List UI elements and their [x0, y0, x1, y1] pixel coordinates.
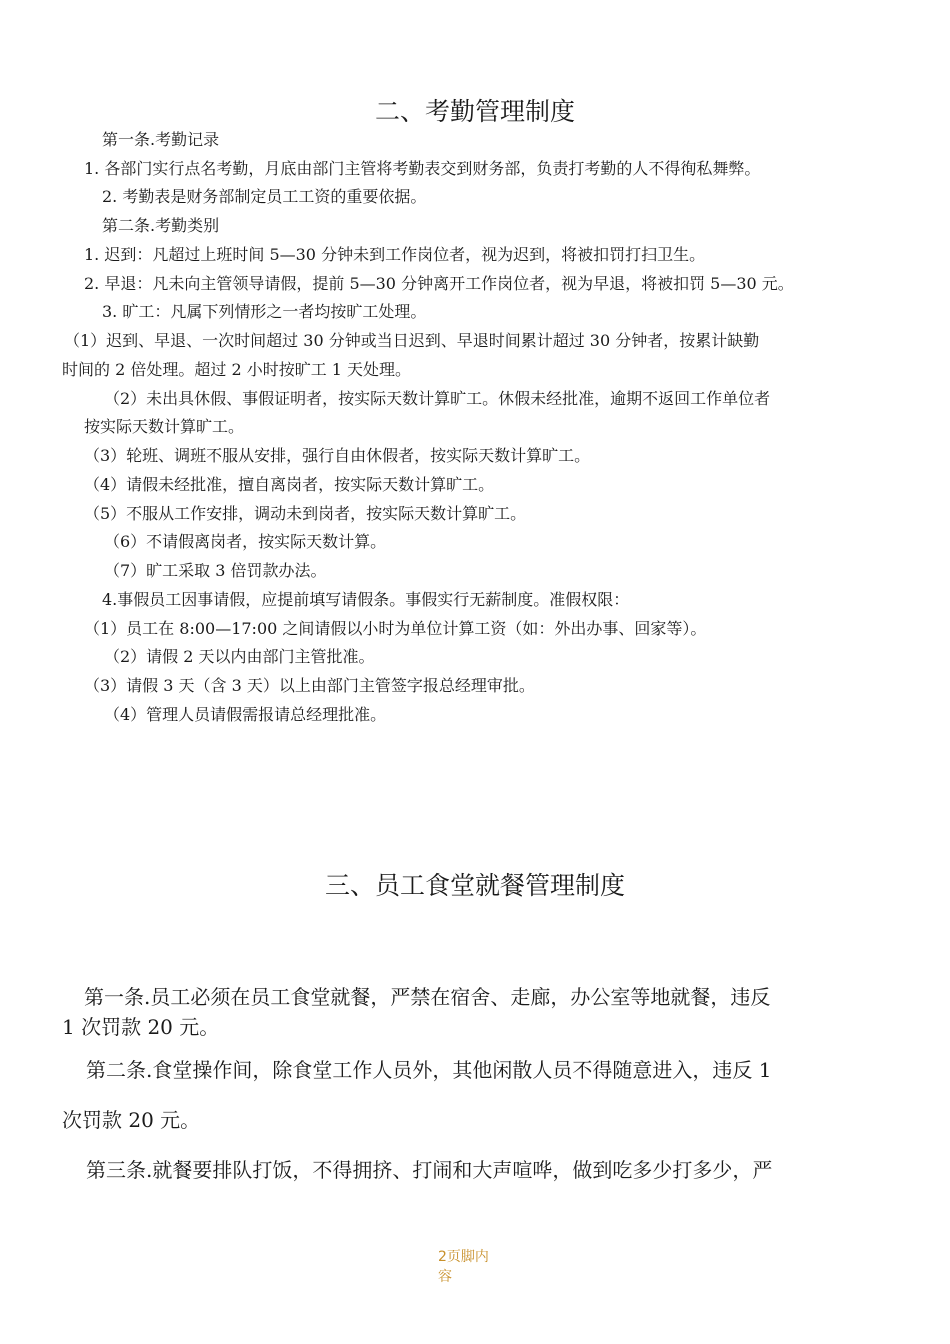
- paragraph-line: 1. 各部门实行点名考勤，月底由部门主管将考勤表交到财务部，负责打考勤的人不得徇私舞弊。: [84, 159, 761, 178]
- paragraph-line: （6）不请假离岗者，按实际天数计算。: [104, 532, 387, 551]
- paragraph-line: 次罚款 20 元。: [62, 1108, 201, 1132]
- paragraph-line: 4.事假员工因事请假，应提前填写请假条。事假实行无薪制度。准假权限：: [102, 590, 630, 609]
- paragraph-line: 1 次罚款 20 元。: [62, 1015, 220, 1039]
- paragraph-line: （2）请假 2 天以内由部门主管批准。: [104, 647, 375, 666]
- paragraph-line: 第三条.就餐要排队打饭，不得拥挤、打闹和大声喧哗，做到吃多少打多少，严: [86, 1158, 773, 1182]
- paragraph-line: （3）请假 3 天（含 3 天）以上由部门主管签字报总经理审批。: [84, 676, 535, 695]
- paragraph-line: （4）请假未经批准，擅自离岗者，按实际天数计算旷工。: [84, 475, 495, 494]
- footer-line: 2页脚内: [438, 1249, 489, 1265]
- paragraph-line: 第二条.食堂操作间，除食堂工作人员外，其他闲散人员不得随意进入，违反 1: [86, 1058, 772, 1082]
- paragraph-line: 3. 旷工：凡属下列情形之一者均按旷工处理。: [102, 302, 427, 321]
- footer-line: 容: [438, 1269, 452, 1285]
- paragraph-line: （2）未出具休假、事假证明者，按实际天数计算旷工。休假未经批准，逾期不返回工作单位者: [104, 389, 771, 408]
- paragraph-line: 2. 早退：凡未向主管领导请假，提前 5—30 分钟离开工作岗位者，视为早退，将被扣罚 5—30 元。: [84, 274, 794, 293]
- paragraph-line: （3）轮班、调班不服从安排，强行自由休假者，按实际天数计算旷工。: [84, 446, 591, 465]
- paragraph-line: （7）旷工采取 3 倍罚款办法。: [104, 561, 327, 580]
- section-title-attendance: 二、考勤管理制度: [374, 97, 575, 126]
- paragraph-line: （1）迟到、早退、一次时间超过 30 分钟或当日迟到、早退时间累计超过 30 分钟者，按累计缺勤: [64, 331, 760, 350]
- paragraph-line: 时间的 2 倍处理。超过 2 小时按旷工 1 天处理。: [62, 360, 412, 379]
- paragraph-line: （5）不服从工作安排，调动未到岗者，按实际天数计算旷工。: [84, 504, 527, 523]
- paragraph-line: （4）管理人员请假需报请总经理批准。: [104, 705, 387, 724]
- paragraph-line: 按实际天数计算旷工。: [84, 417, 245, 436]
- article-heading: 第二条.考勤类别: [102, 216, 220, 235]
- article-heading: 第一条.考勤记录: [102, 130, 220, 149]
- paragraph-line: 1. 迟到：凡超过上班时间 5—30 分钟未到工作岗位者，视为迟到，将被扣罚打扫卫生。: [84, 245, 706, 264]
- page-footer: [438, 1247, 502, 1287]
- section-title-canteen: 三、员工食堂就餐管理制度: [324, 871, 625, 900]
- paragraph-line: 2. 考勤表是财务部制定员工工资的重要依据。: [102, 187, 427, 206]
- paragraph-line: 第一条.员工必须在员工食堂就餐，严禁在宿舍、走廊，办公室等地就餐，违反: [84, 985, 771, 1009]
- paragraph-line: （1）员工在 8:00—17:00 之间请假以小时为单位计算工资（如：外出办事、回家等）。: [84, 619, 707, 638]
